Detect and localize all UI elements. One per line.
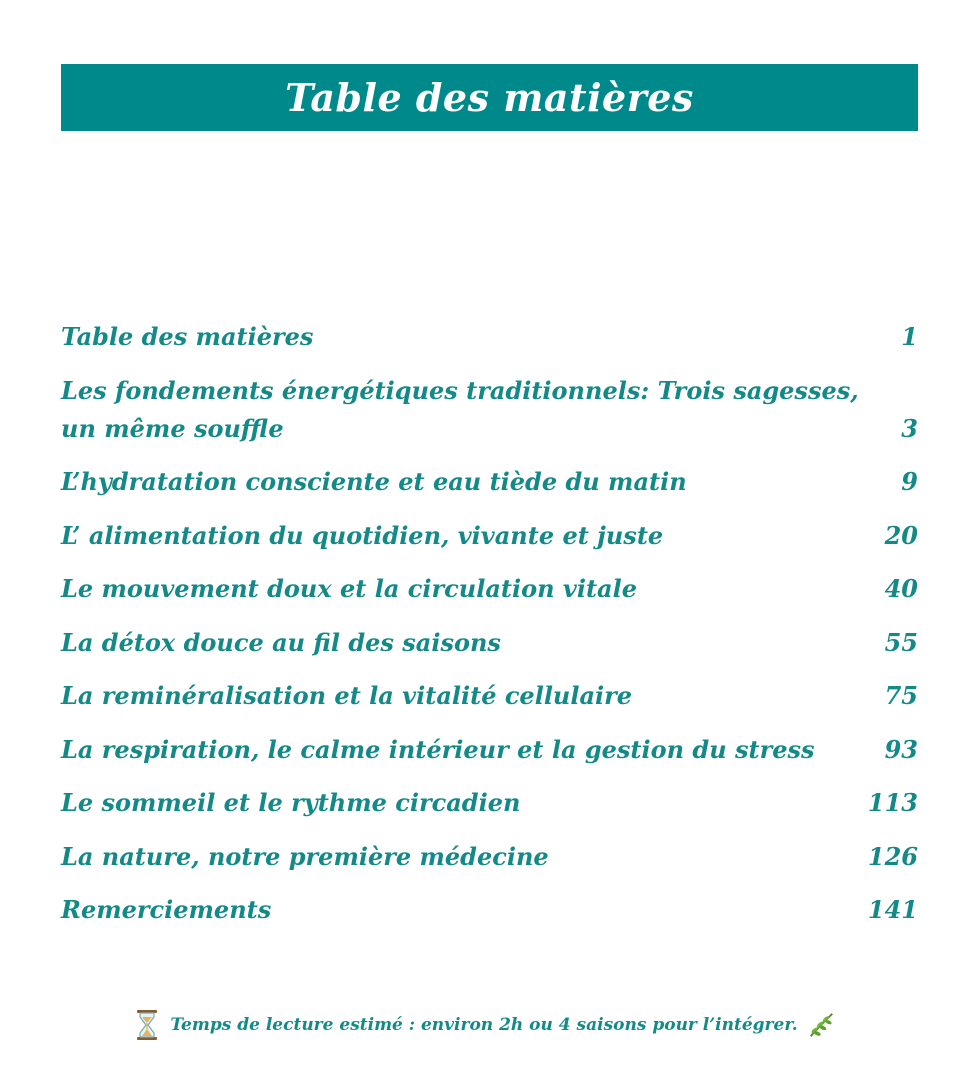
toc-entry-title: Le mouvement doux et la circulation vitale bbox=[61, 574, 637, 603]
toc-entry-page: 126 bbox=[867, 841, 918, 871]
toc-entry-title: L’ alimentation du quotidien, vivante et juste bbox=[61, 520, 664, 550]
herb-icon bbox=[806, 1008, 836, 1042]
toc-entry-page: 141 bbox=[867, 895, 918, 924]
toc-entry[interactable] bbox=[61, 838, 918, 876]
toc-entry-page: 93 bbox=[884, 734, 918, 764]
toc-entry[interactable] bbox=[61, 731, 918, 769]
hourglass-icon bbox=[132, 1008, 162, 1042]
toc-entry-title: Table des matières bbox=[61, 322, 314, 351]
page-title: Table des matières bbox=[285, 75, 694, 120]
toc-entry[interactable] bbox=[61, 624, 918, 662]
toc-entry-title: Les fondements énergétiques traditionnels: Trois sagesses, un même souffle bbox=[61, 375, 859, 443]
toc-entry-title: La reminéralisation et la vitalité cellulaire bbox=[61, 681, 633, 710]
toc-entry-page: 55 bbox=[884, 627, 918, 657]
toc-entry-title: Remerciements bbox=[61, 895, 272, 924]
toc-entry-page: 9 bbox=[901, 467, 918, 496]
toc-entry-page: 20 bbox=[884, 520, 918, 550]
toc-entry[interactable] bbox=[61, 318, 918, 356]
toc-entry-title: La respiration, le calme intérieur et la gestion du stress bbox=[61, 734, 815, 764]
toc-entry[interactable] bbox=[61, 677, 918, 715]
reading-time-note bbox=[0, 1008, 968, 1042]
reading-time-text: Temps de lecture estimé : environ 2h ou 4 saisons pour l’intégrer. bbox=[170, 1015, 798, 1035]
toc-entry[interactable] bbox=[61, 463, 918, 501]
toc-entry-title: Le sommeil et le rythme circadien bbox=[61, 788, 521, 817]
title-banner bbox=[61, 64, 918, 131]
toc-entry[interactable] bbox=[61, 784, 918, 822]
toc-entry-page: 3 bbox=[901, 413, 918, 443]
table-of-contents bbox=[61, 318, 918, 945]
toc-entry[interactable] bbox=[61, 570, 918, 608]
toc-entry[interactable] bbox=[61, 891, 918, 929]
toc-entry-title: L’hydratation consciente et eau tiède du matin bbox=[61, 467, 687, 496]
toc-entry-page: 75 bbox=[884, 681, 918, 710]
toc-entry-page: 113 bbox=[867, 788, 918, 817]
toc-entry-title: La nature, notre première médecine bbox=[61, 841, 549, 871]
toc-entry[interactable] bbox=[61, 372, 918, 448]
toc-entry[interactable] bbox=[61, 517, 918, 555]
toc-entry-page: 1 bbox=[901, 322, 918, 351]
toc-entry-page: 40 bbox=[884, 574, 918, 603]
toc-entry-title: La détox douce au fil des saisons bbox=[61, 627, 501, 657]
